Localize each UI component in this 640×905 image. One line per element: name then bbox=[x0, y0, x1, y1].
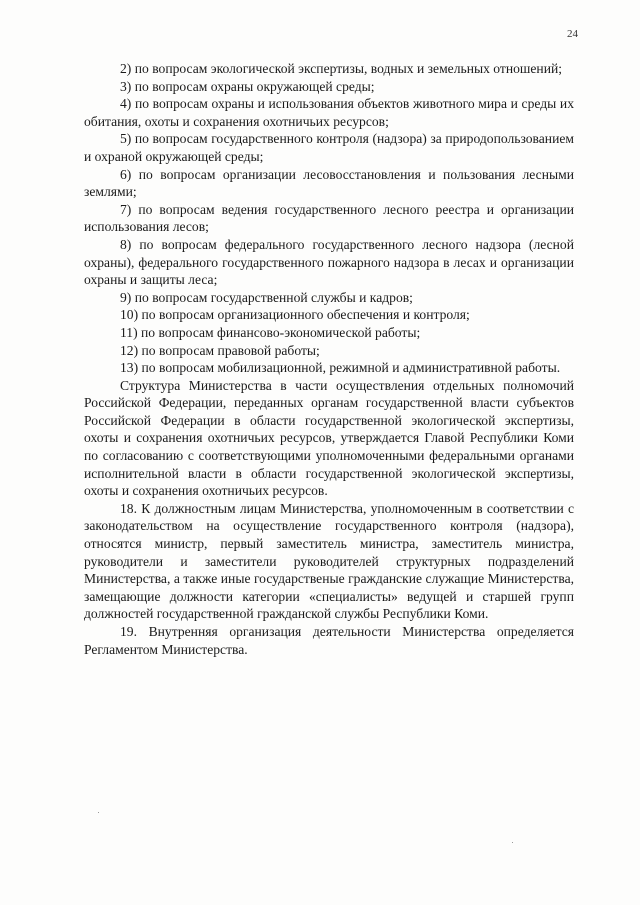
paragraph: 7) по вопросам ведения государственного лесного реестра и организации использования лесов; bbox=[84, 201, 574, 235]
paragraph: 10) по вопросам организационного обеспечения и контроля; bbox=[120, 307, 470, 323]
paragraph: 8) по вопросам федерального государственного лесного надзора (лесной охраны), федерального государственного пожарного надзора в лесах и организации охраны и защиты леса; bbox=[84, 236, 574, 288]
paragraph: 9) по вопросам государственной службы и кадров; bbox=[120, 289, 413, 305]
page-number: 24 bbox=[567, 28, 578, 40]
paragraph: 11) по вопросам финансово-экономической работы; bbox=[120, 324, 421, 340]
scan-speck bbox=[98, 812, 99, 813]
paragraph: 19. Внутренняя организация деятельности Министерства определяется Регламентом Министерства. bbox=[84, 624, 574, 657]
paragraph: 12) по вопросам правовой работы; bbox=[120, 342, 320, 358]
paragraph: 4) по вопросам охраны и использования объектов животного мира и среды их обитания, охоты и сохранения охотничьих ресурсов; bbox=[84, 96, 574, 129]
paragraph: 13) по вопросам мобилизационной, режимной и административной работы. bbox=[120, 360, 561, 376]
paragraph: Структура Министерства в части осуществления отдельных полномочий Российской Федерации, переданных органам государственной власти субъектов Российской Федерации в области государственной экологической экспертизы, охоты и сохранения охотничьих ресурсов, утверждается Главой Республики Коми по согласованию с соответствующими уполномоченными федеральными органами исполнительной власти в области государственной экологической экспертизы, охоты и сохранения охотничьих ресурсов. bbox=[84, 377, 574, 499]
paragraph: 5) по вопросам государственного контроля (надзора) за природопользованием и охраной окружающей среды; bbox=[84, 131, 574, 164]
paragraph: 3) по вопросам охраны окружающей среды; bbox=[120, 78, 375, 94]
paragraph: 18. К должностным лицам Министерства, уполномоченным в соответствии с законодательством на осуществление государственного контроля (надзора), относятся министр, первый заместитель министра, заместитель министра, руководители и заместители руководителей структурных подразделений Министерства, а также иные государственые гражданские служащие Министерства, замещающие должности категории «специалисты» ведущей и старшей групп должностей государственной гражданской службы Республики Коми. bbox=[84, 500, 574, 622]
paragraph: 6) по вопросам организации лесовосстановления и пользования лесными землями; bbox=[84, 166, 574, 200]
paragraph: 2) по вопросам экологической экспертизы, водных и земельных отношений; bbox=[120, 61, 563, 76]
document-body bbox=[84, 60, 574, 658]
scan-speck bbox=[512, 842, 513, 843]
